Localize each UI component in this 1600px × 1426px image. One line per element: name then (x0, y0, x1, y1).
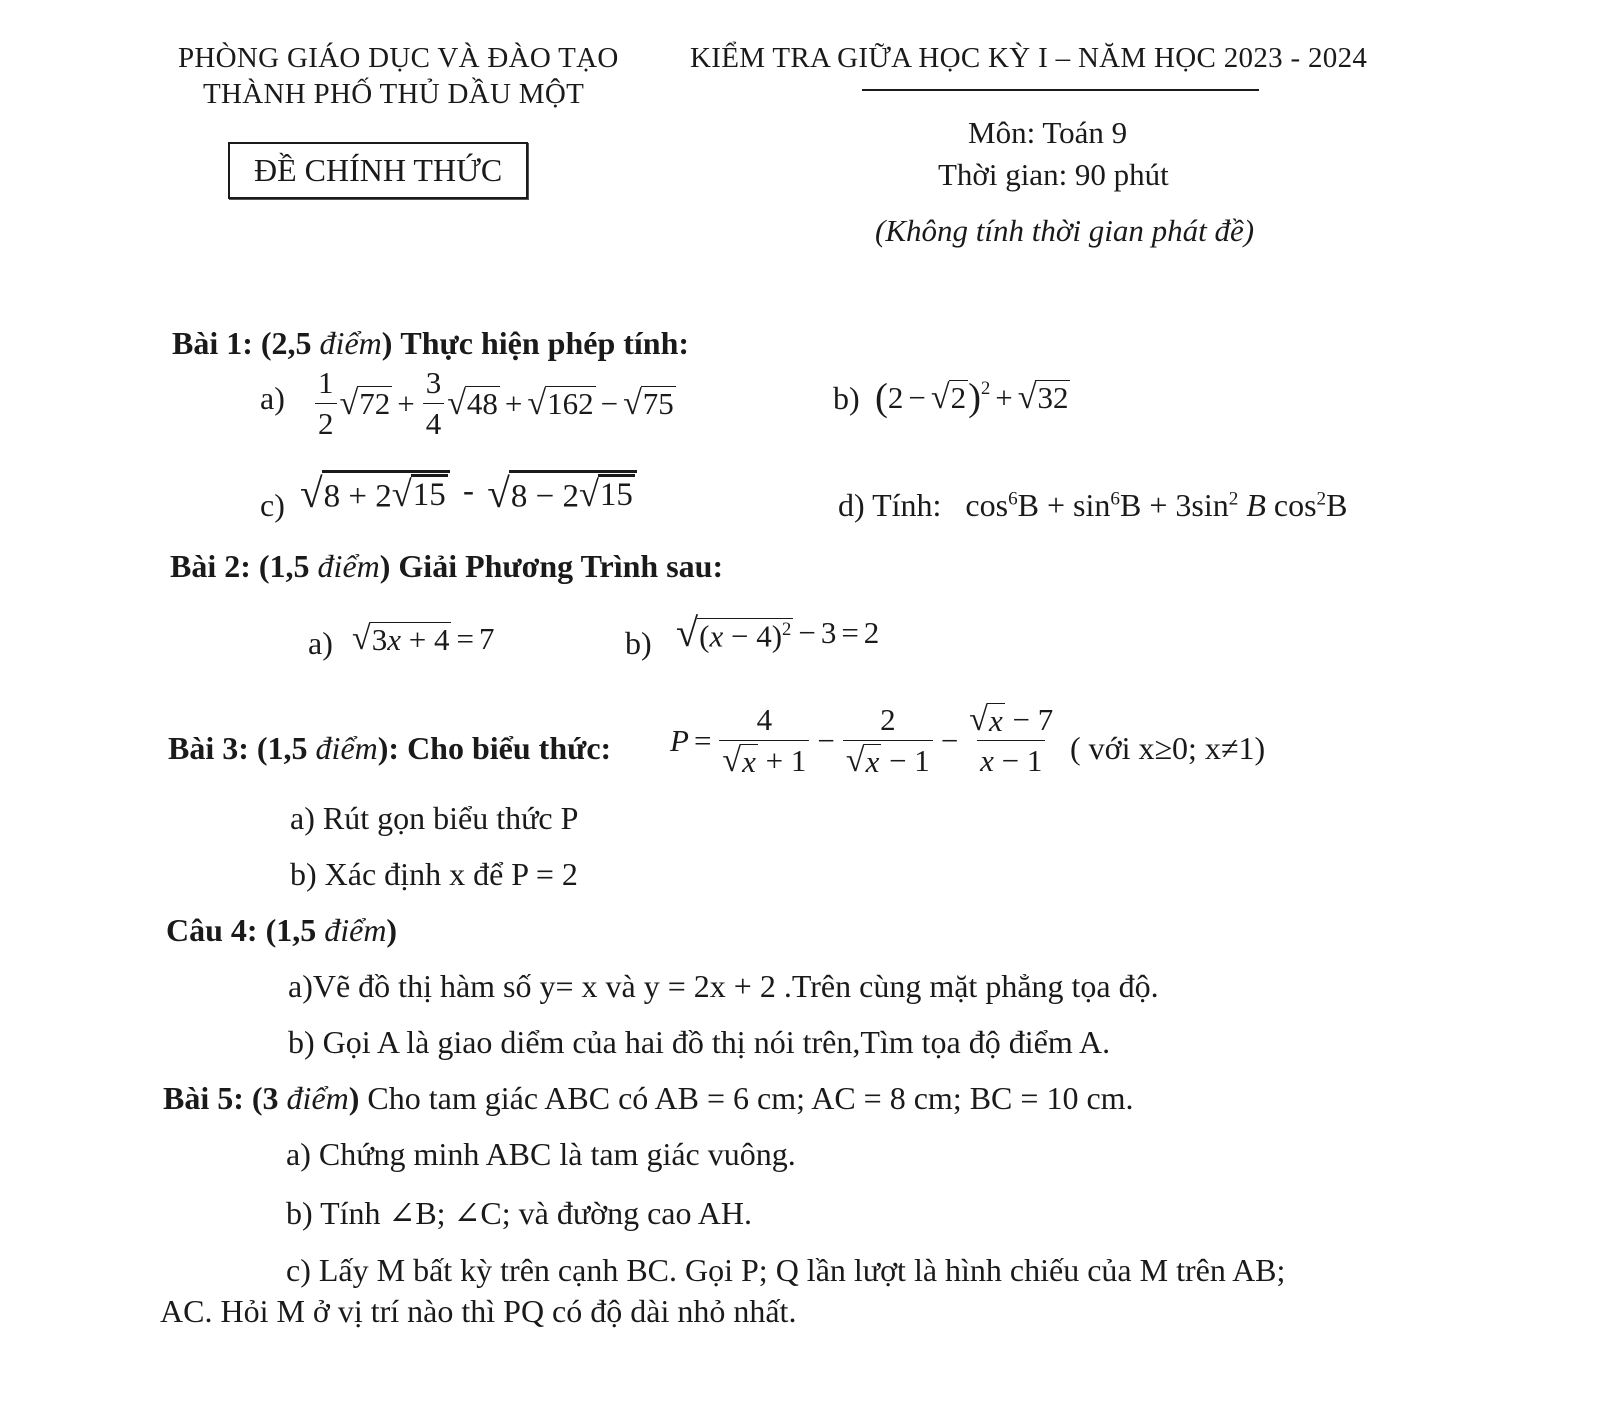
bai2-b-label: b) (625, 625, 652, 661)
bai5-task: Cho tam giác ABC có AB = 6 cm; AC = 8 cm; BC = 10 cm. (367, 1080, 1134, 1116)
bai5-points: (3 điểm) (251, 1080, 360, 1116)
exam-title: KIỂM TRA GIỮA HỌC KỲ I – NĂM HỌC 2023 - 2024 (690, 42, 1368, 74)
bai2-label: Bài 2: (170, 548, 251, 584)
bai5-heading (163, 1080, 1134, 1117)
time-note: (Không tính thời gian phát đề) (875, 213, 1255, 248)
bai2-task: Giải Phương Trình sau: (398, 548, 724, 584)
bai1-c-label: c) (260, 487, 285, 523)
department-line-2: THÀNH PHỐ THỦ DẦU MỘT (203, 78, 585, 110)
time-line: Thời gian: 90 phút (938, 157, 1169, 192)
bai1-heading (172, 325, 689, 362)
bai1-c-expression: √ 8 + 2 √ 15 - √ 8 − 2 √ 15 (300, 470, 637, 514)
bai5-a: a) Chứng minh ABC là tam giác vuông. (286, 1136, 796, 1172)
bai2-heading (170, 548, 723, 585)
official-label: ĐỀ CHÍNH THỨC (254, 152, 503, 188)
cau4-heading (166, 912, 397, 949)
bai2-b-expression: √ $(x - 4)^2$ − 3 = 2 (676, 610, 880, 655)
bai3-b: b) Xác định x để P = 2 (290, 856, 578, 892)
department-line-1: PHÒNG GIÁO DỤC VÀ ĐÀO TẠO (178, 42, 619, 74)
cau4-label: Câu 4: (166, 912, 258, 948)
bai5-c-line1: c) Lấy M bất kỳ trên cạnh BC. Gọi P; Q lần lượt là hình chiếu của M trên AB; (286, 1252, 1286, 1288)
bai3-label: Bài 3: (168, 730, 249, 766)
bai3-task: Cho biểu thức: (407, 730, 612, 766)
bai1-task: Thực hiện phép tính: (400, 325, 690, 361)
bai1-d (838, 487, 1347, 524)
bai1-points: (2,5 điểm) (260, 325, 393, 361)
bai3-expression: P = 4 √ x + 1 − 2 √ x − 1 − √ x − 7 x − 1 (670, 701, 1054, 779)
bai5-label: Bài 5: (163, 1080, 244, 1116)
bai2-a-label: a) (308, 625, 333, 661)
bai3-a: a) Rút gọn biểu thức P (290, 800, 579, 836)
cau4-b: b) Gọi A là giao diểm của hai đồ thị nói trên,Tìm tọa độ điểm A. (288, 1024, 1111, 1060)
bai1-d-label: d) (838, 487, 865, 523)
bai1-d-expression: $\cos^6B + \sin^6B + 3\sin^2$ B $\cos^2B$ (949, 487, 1348, 523)
subject-line: Môn: Toán 9 (968, 115, 1128, 150)
bai1-b-expression: ( 2 − √ 2 ) $^2$ + √ 32 (875, 376, 1069, 419)
cau4-points: (1,5 điểm) (265, 912, 398, 948)
bai1-d-text: Tính: (872, 487, 942, 523)
bai1-a-label: a) (260, 380, 285, 416)
official-stamp (228, 142, 528, 199)
bai5-b: b) Tính ∠B; ∠C; và đường cao AH. (286, 1195, 752, 1231)
bai2-a-expression: √ 3x + 4 = 7 (352, 620, 495, 658)
bai1-a-expression: $\frac{1}{2}$ √ 72 + $\frac{3}{4}$ √ 48 + √ 162 − √ 75 (312, 365, 676, 442)
bai5-c-line2: AC. Hỏi M ở vị trí nào thì PQ có độ dài nhỏ nhất. (160, 1293, 797, 1329)
bai2-points: (1,5 điểm) (258, 548, 391, 584)
bai3-condition: ( với x≥0; x≠1) (1070, 730, 1266, 766)
bai1-b-label: b) (833, 380, 860, 416)
title-underline (862, 89, 1259, 91)
bai3-points: (1,5 điểm): (256, 730, 400, 766)
bai1-label: Bài 1: (172, 325, 253, 361)
cau4-a: a)Vẽ đồ thị hàm số y= x và y = 2x + 2 .Trên cùng mặt phẳng tọa độ. (288, 968, 1159, 1004)
bai3-heading (168, 730, 611, 767)
